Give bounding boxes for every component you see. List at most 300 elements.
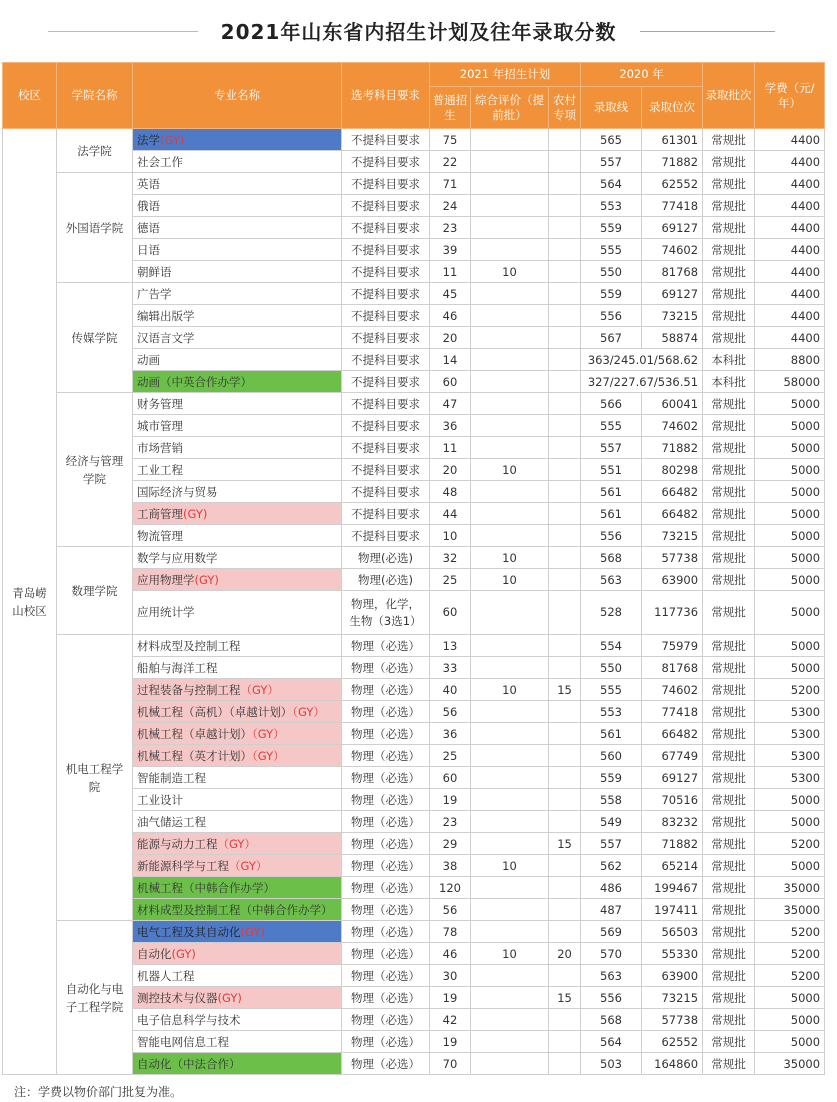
college-cell: 自动化与电子工程学院	[57, 921, 133, 1075]
major-cell	[133, 239, 342, 261]
tuition-cell: 5000	[755, 569, 825, 591]
subject-cell: 物理(必选)	[342, 569, 430, 591]
major-name: 工业工程	[137, 462, 183, 477]
comprehensive-plan-cell	[471, 591, 549, 635]
normal-plan-cell: 70	[430, 1053, 471, 1075]
major-cell	[133, 503, 342, 525]
gy-tag: （GY）	[252, 726, 285, 741]
subject-cell: 不提科目要求	[342, 217, 430, 239]
header-college: 学院名称	[57, 63, 133, 129]
comprehensive-plan-cell	[471, 217, 549, 239]
rural-plan-cell	[549, 327, 581, 349]
rural-plan-cell	[549, 503, 581, 525]
major-cell	[133, 261, 342, 283]
major-cell	[133, 481, 342, 503]
major-name: 法学	[137, 132, 160, 147]
comprehensive-plan-cell	[471, 349, 549, 371]
rank-cell: 56503	[642, 921, 703, 943]
major-cell	[133, 635, 342, 657]
rural-plan-cell	[549, 789, 581, 811]
score-cell: 487	[581, 899, 642, 921]
table-body	[3, 129, 825, 1075]
tuition-cell: 5000	[755, 1009, 825, 1031]
normal-plan-cell: 56	[430, 899, 471, 921]
major-cell	[133, 305, 342, 327]
rank-cell: 69127	[642, 767, 703, 789]
rural-plan-cell	[549, 393, 581, 415]
score-cell: 557	[581, 151, 642, 173]
normal-plan-cell: 60	[430, 767, 471, 789]
normal-plan-cell: 10	[430, 525, 471, 547]
tuition-cell: 4400	[755, 129, 825, 151]
tuition-cell: 4400	[755, 239, 825, 261]
major-name: 船舶与海洋工程	[137, 660, 218, 675]
batch-cell: 本科批	[703, 349, 755, 371]
batch-cell: 常规批	[703, 173, 755, 195]
comprehensive-plan-cell: 10	[471, 679, 549, 701]
gy-tag: (GY)	[217, 990, 242, 1005]
subject-cell: 不提科目要求	[342, 195, 430, 217]
comprehensive-plan-cell	[471, 1009, 549, 1031]
tuition-cell: 4400	[755, 305, 825, 327]
table-row	[3, 393, 825, 415]
major-cell	[133, 151, 342, 173]
major-cell	[133, 371, 342, 393]
rank-cell: 60041	[642, 393, 703, 415]
comprehensive-plan-cell	[471, 701, 549, 723]
major-name: 智能电网信息工程	[137, 1034, 229, 1049]
batch-cell: 常规批	[703, 701, 755, 723]
tuition-cell: 5200	[755, 833, 825, 855]
tuition-cell: 5000	[755, 525, 825, 547]
comprehensive-plan-cell	[471, 437, 549, 459]
rank-cell: 80298	[642, 459, 703, 481]
tuition-cell: 5000	[755, 503, 825, 525]
tuition-cell: 5000	[755, 811, 825, 833]
gy-tag: （GY）	[217, 836, 256, 851]
table-row	[3, 635, 825, 657]
normal-plan-cell: 25	[430, 569, 471, 591]
rural-plan-cell	[549, 1009, 581, 1031]
tuition-cell: 5000	[755, 481, 825, 503]
normal-plan-cell: 19	[430, 1031, 471, 1053]
major-name: 应用统计学	[137, 605, 195, 619]
subject-cell: 不提科目要求	[342, 503, 430, 525]
rank-cell: 57738	[642, 1009, 703, 1031]
rank-cell: 81768	[642, 261, 703, 283]
tuition-cell: 35000	[755, 1053, 825, 1075]
rank-cell: 63900	[642, 965, 703, 987]
comprehensive-plan-cell	[471, 767, 549, 789]
rank-cell: 55330	[642, 943, 703, 965]
subject-cell: 物理（必选）	[342, 987, 430, 1009]
score-cell: 561	[581, 481, 642, 503]
major-cell	[133, 767, 342, 789]
header-rank: 录取位次	[642, 87, 703, 129]
score-merged-cell: 363/245.01/568.62	[581, 349, 703, 371]
rural-plan-cell	[549, 481, 581, 503]
score-cell: 556	[581, 525, 642, 547]
comprehensive-plan-cell: 10	[471, 569, 549, 591]
normal-plan-cell: 14	[430, 349, 471, 371]
batch-cell: 常规批	[703, 151, 755, 173]
major-name: 电气工程及其自动化	[137, 924, 241, 939]
tuition-cell: 4400	[755, 151, 825, 173]
rank-cell: 71882	[642, 833, 703, 855]
normal-plan-cell: 20	[430, 459, 471, 481]
college-cell: 经济与管理学院	[57, 393, 133, 547]
comprehensive-plan-cell: 10	[471, 261, 549, 283]
tuition-cell: 5300	[755, 767, 825, 789]
normal-plan-cell: 46	[430, 943, 471, 965]
batch-cell: 常规批	[703, 415, 755, 437]
major-cell	[133, 833, 342, 855]
subject-cell: 物理（必选）	[342, 1009, 430, 1031]
subject-cell: 不提科目要求	[342, 393, 430, 415]
score-cell: 555	[581, 679, 642, 701]
normal-plan-cell: 60	[430, 371, 471, 393]
batch-cell: 常规批	[703, 679, 755, 701]
normal-plan-cell: 45	[430, 283, 471, 305]
table-row	[3, 547, 825, 569]
tuition-cell: 4400	[755, 327, 825, 349]
score-cell: 569	[581, 921, 642, 943]
major-cell	[133, 415, 342, 437]
rural-plan-cell	[549, 591, 581, 635]
subject-cell: 物理（必选）	[342, 921, 430, 943]
major-name: 机器人工程	[137, 968, 195, 983]
subject-cell: 不提科目要求	[342, 437, 430, 459]
rank-cell: 74602	[642, 679, 703, 701]
score-cell: 486	[581, 877, 642, 899]
major-cell	[133, 657, 342, 679]
normal-plan-cell: 40	[430, 679, 471, 701]
tuition-cell: 5300	[755, 723, 825, 745]
subject-cell: 物理（必选）	[342, 855, 430, 877]
comprehensive-plan-cell	[471, 657, 549, 679]
rank-cell: 83232	[642, 811, 703, 833]
rank-cell: 117736	[642, 591, 703, 635]
rural-plan-cell	[549, 547, 581, 569]
rural-plan-cell	[549, 569, 581, 591]
comprehensive-plan-cell	[471, 833, 549, 855]
subject-cell: 不提科目要求	[342, 525, 430, 547]
normal-plan-cell: 19	[430, 789, 471, 811]
score-cell: 558	[581, 789, 642, 811]
rural-plan-cell	[549, 239, 581, 261]
tuition-cell: 5000	[755, 393, 825, 415]
tuition-cell: 5000	[755, 437, 825, 459]
rank-cell: 164860	[642, 1053, 703, 1075]
rural-plan-cell	[549, 151, 581, 173]
score-cell: 553	[581, 701, 642, 723]
major-cell	[133, 943, 342, 965]
rank-cell: 71882	[642, 151, 703, 173]
comprehensive-plan-cell	[471, 173, 549, 195]
rural-plan-cell	[549, 415, 581, 437]
tuition-cell: 5000	[755, 855, 825, 877]
tuition-cell: 5200	[755, 921, 825, 943]
major-cell	[133, 349, 342, 371]
tuition-cell: 8800	[755, 349, 825, 371]
score-cell: 549	[581, 811, 642, 833]
rank-cell: 77418	[642, 701, 703, 723]
rural-plan-cell	[549, 921, 581, 943]
major-cell	[133, 327, 342, 349]
gy-tag: (GY)	[171, 946, 196, 961]
tuition-cell: 5200	[755, 965, 825, 987]
major-cell	[133, 899, 342, 921]
score-cell: 565	[581, 129, 642, 151]
comprehensive-plan-cell	[471, 965, 549, 987]
batch-cell: 常规批	[703, 547, 755, 569]
rank-cell: 66482	[642, 503, 703, 525]
batch-cell: 常规批	[703, 921, 755, 943]
score-cell: 551	[581, 459, 642, 481]
header-rural: 农村专项	[549, 87, 581, 129]
gy-tag: （GY）	[252, 748, 285, 763]
subject-cell: 不提科目要求	[342, 415, 430, 437]
score-cell: 559	[581, 283, 642, 305]
subject-cell: 不提科目要求	[342, 305, 430, 327]
batch-cell: 常规批	[703, 811, 755, 833]
batch-cell: 常规批	[703, 635, 755, 657]
rural-plan-cell	[549, 459, 581, 481]
rank-cell: 73215	[642, 525, 703, 547]
batch-cell: 常规批	[703, 327, 755, 349]
batch-cell: 常规批	[703, 525, 755, 547]
batch-cell: 常规批	[703, 129, 755, 151]
normal-plan-cell: 23	[430, 217, 471, 239]
normal-plan-cell: 33	[430, 657, 471, 679]
batch-cell: 常规批	[703, 833, 755, 855]
normal-plan-cell: 78	[430, 921, 471, 943]
rural-plan-cell	[549, 525, 581, 547]
comprehensive-plan-cell	[471, 327, 549, 349]
tuition-cell: 5000	[755, 459, 825, 481]
gy-tag: (GY)	[194, 572, 219, 587]
header-tuition: 学费（元/年）	[755, 63, 825, 129]
subject-cell: 物理（必选）	[342, 745, 430, 767]
normal-plan-cell: 29	[430, 833, 471, 855]
batch-cell: 常规批	[703, 1009, 755, 1031]
comprehensive-plan-cell: 10	[471, 547, 549, 569]
table-row	[3, 129, 825, 151]
major-name: 数学与应用数学	[137, 550, 218, 565]
enrollment-table	[2, 62, 825, 1075]
score-cell: 554	[581, 635, 642, 657]
rank-cell: 66482	[642, 723, 703, 745]
major-name: 物流管理	[137, 528, 183, 543]
comprehensive-plan-cell	[471, 1031, 549, 1053]
comprehensive-plan-cell	[471, 745, 549, 767]
header-subject: 选考科目要求	[342, 63, 430, 129]
score-cell: 550	[581, 261, 642, 283]
major-name: 机械工程（中韩合作办学）	[137, 880, 275, 895]
score-cell: 563	[581, 569, 642, 591]
batch-cell: 常规批	[703, 569, 755, 591]
tuition-cell: 5000	[755, 657, 825, 679]
normal-plan-cell: 38	[430, 855, 471, 877]
comprehensive-plan-cell	[471, 371, 549, 393]
tuition-cell: 4400	[755, 195, 825, 217]
gy-tag: (GY)	[160, 132, 185, 147]
subject-cell: 物理（必选）	[342, 1053, 430, 1075]
rank-cell: 81768	[642, 657, 703, 679]
rural-plan-cell: 15	[549, 987, 581, 1009]
major-cell	[133, 965, 342, 987]
batch-cell: 常规批	[703, 437, 755, 459]
batch-cell: 常规批	[703, 217, 755, 239]
comprehensive-plan-cell	[471, 305, 549, 327]
major-name: 应用物理学	[137, 572, 195, 587]
comprehensive-plan-cell	[471, 635, 549, 657]
batch-cell: 常规批	[703, 987, 755, 1009]
major-name: 德语	[137, 220, 160, 235]
subject-cell: 物理（必选）	[342, 701, 430, 723]
gy-tag: （GY）	[229, 858, 268, 873]
batch-cell: 常规批	[703, 481, 755, 503]
batch-cell: 常规批	[703, 899, 755, 921]
normal-plan-cell: 25	[430, 745, 471, 767]
rural-plan-cell	[549, 811, 581, 833]
major-cell	[133, 195, 342, 217]
normal-plan-cell: 75	[430, 129, 471, 151]
normal-plan-cell: 11	[430, 437, 471, 459]
comprehensive-plan-cell: 10	[471, 855, 549, 877]
subject-cell: 物理，化学，生物（3选1）	[342, 591, 430, 635]
subject-cell: 物理(必选)	[342, 547, 430, 569]
tuition-cell: 5000	[755, 987, 825, 1009]
rural-plan-cell: 20	[549, 943, 581, 965]
score-cell: 559	[581, 767, 642, 789]
tuition-cell: 4400	[755, 283, 825, 305]
rural-plan-cell	[549, 701, 581, 723]
major-cell	[133, 217, 342, 239]
major-name: 城市管理	[137, 418, 183, 433]
rural-plan-cell	[549, 767, 581, 789]
batch-cell: 常规批	[703, 745, 755, 767]
subject-cell: 不提科目要求	[342, 173, 430, 195]
rural-plan-cell	[549, 657, 581, 679]
major-name: 机械工程（卓越计划）	[137, 726, 252, 741]
normal-plan-cell: 48	[430, 481, 471, 503]
batch-cell: 常规批	[703, 877, 755, 899]
major-name: 测控技术与仪器	[137, 990, 218, 1005]
comprehensive-plan-cell	[471, 481, 549, 503]
rural-plan-cell	[549, 305, 581, 327]
normal-plan-cell: 24	[430, 195, 471, 217]
normal-plan-cell: 36	[430, 723, 471, 745]
subject-cell: 物理（必选）	[342, 899, 430, 921]
rank-cell: 71882	[642, 437, 703, 459]
major-name: 编辑出版学	[137, 308, 195, 323]
score-cell: 559	[581, 217, 642, 239]
major-name: 社会工作	[137, 154, 183, 169]
major-name: 广告学	[137, 286, 172, 301]
subject-cell: 物理（必选）	[342, 811, 430, 833]
major-name: 材料成型及控制工程	[137, 638, 241, 653]
subject-cell: 物理（必选）	[342, 833, 430, 855]
rural-plan-cell: 15	[549, 679, 581, 701]
batch-cell: 常规批	[703, 943, 755, 965]
rank-cell: 74602	[642, 415, 703, 437]
major-name: 智能制造工程	[137, 770, 206, 785]
score-cell: 568	[581, 1009, 642, 1031]
batch-cell: 常规批	[703, 789, 755, 811]
header-year-2020: 2020 年	[581, 63, 703, 87]
major-cell	[133, 1009, 342, 1031]
batch-cell: 常规批	[703, 261, 755, 283]
rural-plan-cell	[549, 1053, 581, 1075]
major-name: 自动化	[137, 946, 172, 961]
rural-plan-cell	[549, 635, 581, 657]
normal-plan-cell: 44	[430, 503, 471, 525]
major-name: 工业设计	[137, 792, 183, 807]
rural-plan-cell: 15	[549, 833, 581, 855]
normal-plan-cell: 13	[430, 635, 471, 657]
rank-cell: 67749	[642, 745, 703, 767]
rank-cell: 69127	[642, 283, 703, 305]
rural-plan-cell	[549, 261, 581, 283]
major-cell	[133, 591, 342, 635]
tuition-cell: 35000	[755, 899, 825, 921]
tuition-cell: 5000	[755, 1031, 825, 1053]
subject-cell: 物理（必选）	[342, 1031, 430, 1053]
gy-tag: （GY）	[292, 704, 325, 719]
major-name: 国际经济与贸易	[137, 484, 218, 499]
rural-plan-cell	[549, 745, 581, 767]
major-name: 过程装备与控制工程	[137, 682, 241, 697]
header-comprehensive: 综合评价（提前批）	[471, 87, 549, 129]
major-cell	[133, 921, 342, 943]
major-cell	[133, 679, 342, 701]
major-cell	[133, 437, 342, 459]
batch-cell: 常规批	[703, 657, 755, 679]
batch-cell: 常规批	[703, 767, 755, 789]
subject-cell: 不提科目要求	[342, 261, 430, 283]
comprehensive-plan-cell	[471, 393, 549, 415]
score-cell: 555	[581, 415, 642, 437]
major-cell	[133, 745, 342, 767]
college-cell: 法学院	[57, 129, 133, 173]
score-cell: 555	[581, 239, 642, 261]
batch-cell: 常规批	[703, 591, 755, 635]
major-name: 汉语言文学	[137, 330, 195, 345]
college-cell: 数理学院	[57, 547, 133, 635]
normal-plan-cell: 39	[430, 239, 471, 261]
rural-plan-cell	[549, 283, 581, 305]
rank-cell: 70516	[642, 789, 703, 811]
major-cell	[133, 173, 342, 195]
rural-plan-cell	[549, 877, 581, 899]
major-cell	[133, 283, 342, 305]
score-cell: 557	[581, 437, 642, 459]
rural-plan-cell	[549, 129, 581, 151]
score-cell: 568	[581, 547, 642, 569]
rural-plan-cell	[549, 723, 581, 745]
score-cell: 556	[581, 987, 642, 1009]
footnote: 注：学费以物价部门批复为准。	[14, 1085, 183, 1099]
rank-cell: 62552	[642, 1031, 703, 1053]
comprehensive-plan-cell	[471, 151, 549, 173]
major-name: 英语	[137, 176, 160, 191]
batch-cell: 常规批	[703, 393, 755, 415]
subject-cell: 物理（必选）	[342, 657, 430, 679]
comprehensive-plan-cell	[471, 811, 549, 833]
rank-cell: 197411	[642, 899, 703, 921]
rural-plan-cell	[549, 437, 581, 459]
